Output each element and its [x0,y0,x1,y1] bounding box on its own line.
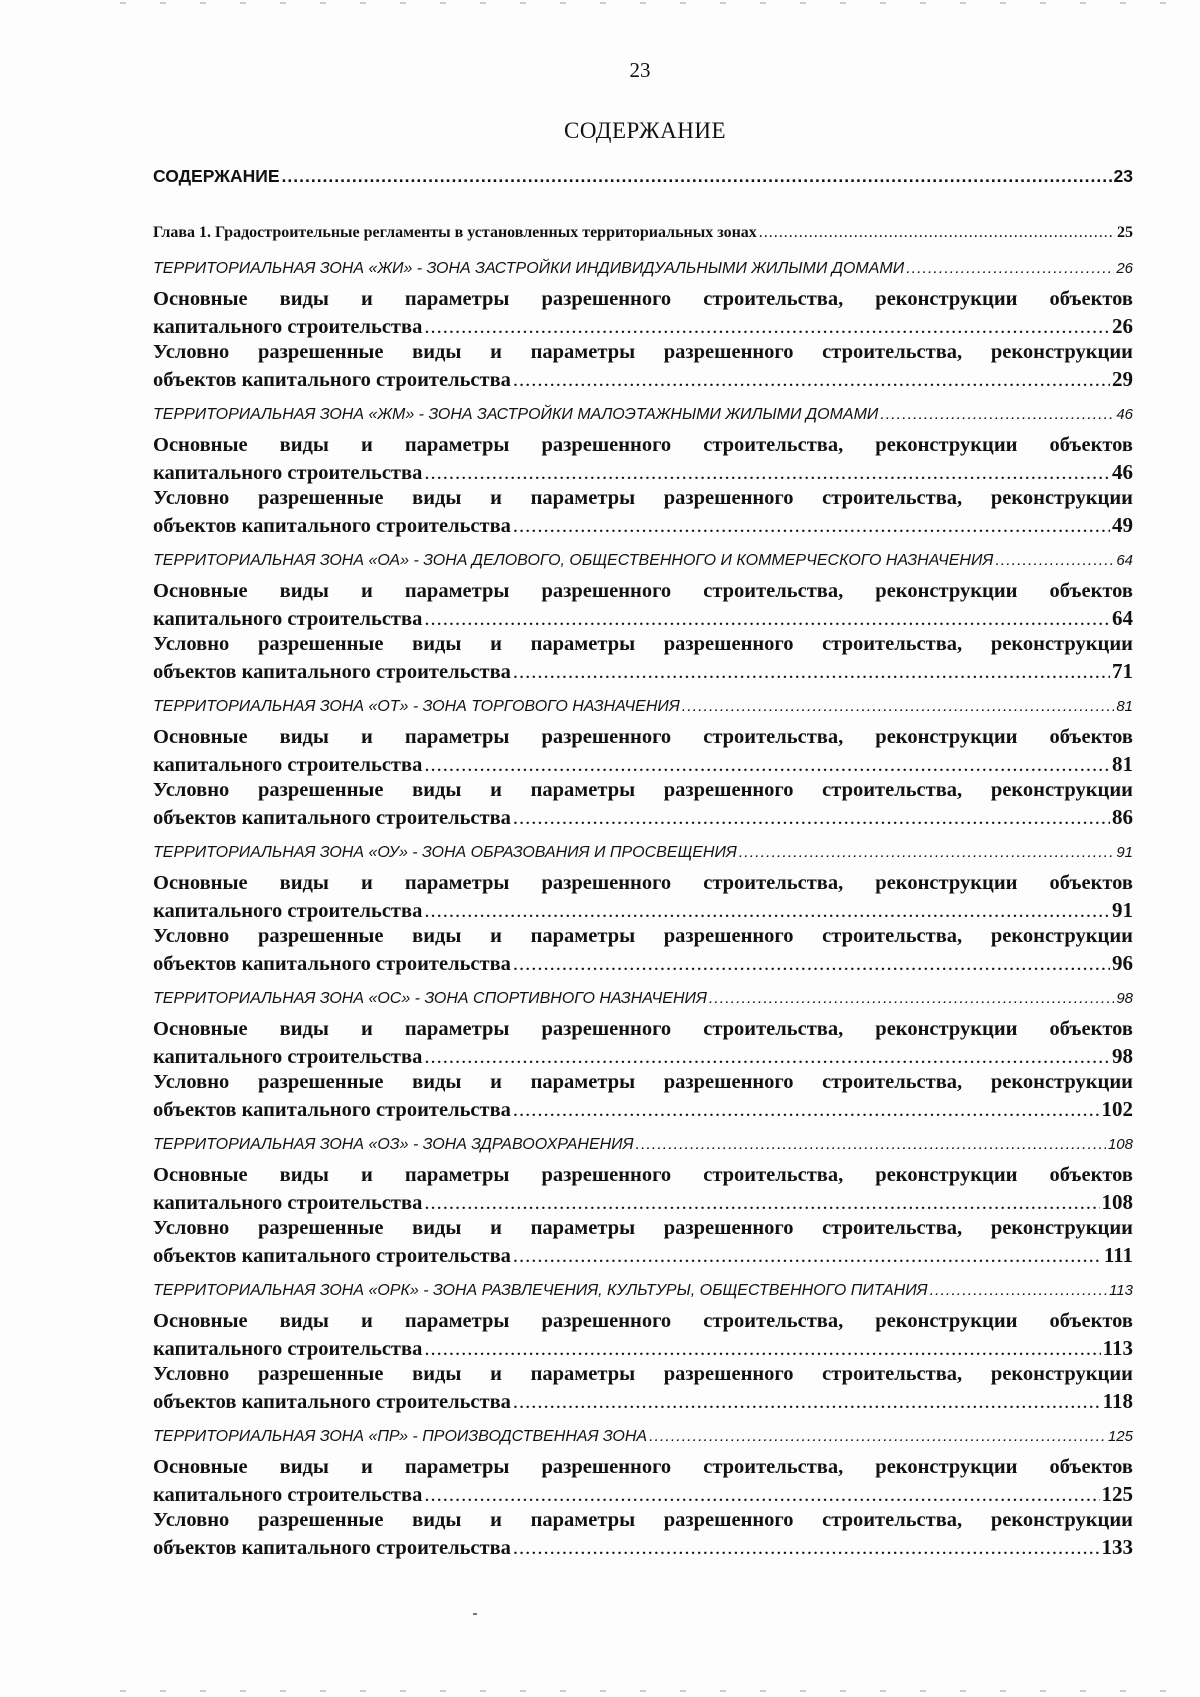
toc-entry-page: 46 [1116,406,1133,423]
toc-zone-section [153,552,1133,684]
entry-text-line: объектов капитального строительства [153,1537,511,1559]
entry-text-line: капитального строительства [153,608,423,630]
entry-text-line: Основные виды и параметры разрешенного строительства, реконструкции объектов [153,1018,1133,1040]
entry-text-line: объектов капитального строительства [153,953,511,975]
toc-entry-page: 98 [1116,990,1133,1007]
page-number: 23 [629,58,651,82]
entry-text-line: Условно разрешенные виды и параметры разрешенного строительства, реконструкции [153,1509,1133,1531]
dot-leader [709,990,1114,1008]
dot-leader [424,1190,1099,1216]
entry-leader-line [153,366,1133,392]
dot-leader [424,314,1110,340]
dot-leader [995,552,1114,570]
entry-text-line: объектов капитального строительства [153,1391,511,1413]
entry-text-line: капитального строительства [153,462,423,484]
toc-entry-main-uses[interactable] [153,286,1133,339]
toc-entry-page: 26 [1112,314,1133,338]
toc-entry-page: 46 [1112,460,1133,484]
toc-entry-page: 91 [1116,844,1133,861]
toc-entry-page: 125 [1101,1482,1133,1506]
dot-leader [739,844,1115,862]
toc-entry-conditional-uses[interactable] [153,777,1133,830]
toc-entry-page: 111 [1103,1243,1133,1267]
toc-entry-main-uses[interactable] [153,724,1133,777]
entry-text-line: Основные виды и параметры разрешенного строительства, реконструкции объектов [153,434,1133,456]
toc-entry-page: 71 [1112,659,1133,683]
entry-leader-line [153,897,1133,923]
scan-speck [473,1613,477,1615]
toc-entry-page: 49 [1112,513,1133,537]
entry-leader-line [153,1189,1133,1215]
entry-leader-line [153,1481,1133,1507]
toc-entry-zone[interactable] [153,1428,1133,1454]
toc-entry-page: 96 [1112,951,1133,975]
dot-leader [513,367,1110,393]
toc-zone-section [153,406,1133,538]
dot-leader [759,224,1115,242]
toc-entry-main-uses[interactable] [153,870,1133,923]
toc-entry-page: 98 [1112,1044,1133,1068]
toc-entry-page: 64 [1116,552,1133,569]
entry-text-line: капитального строительства [153,900,423,922]
dot-leader [424,1336,1100,1362]
zone-title: ТЕРРИТОРИАЛЬНАЯ ЗОНА «ОА» - ЗОНА ДЕЛОВОГО, ОБЩЕСТВЕННОГО И КОММЕРЧЕСКОГО НАЗНАЧЕНИЯ [153,552,994,569]
entry-text-line: Основные виды и параметры разрешенного строительства, реконструкции объектов [153,288,1133,310]
entry-leader-line [153,1043,1133,1069]
toc-entry-page: 133 [1101,1535,1133,1559]
entry-text-line: объектов капитального строительства [153,1099,511,1121]
entry-text-line: Основные виды и параметры разрешенного строительства, реконструкции объектов [153,1164,1133,1186]
toc-entry-main-uses[interactable] [153,1454,1133,1507]
entry-text-line: Условно разрешенные виды и параметры разрешенного строительства, реконструкции [153,1217,1133,1239]
toc-entry-zone[interactable] [153,1282,1133,1308]
toc-entry-contents[interactable] [153,166,1133,194]
toc-entry-page: 102 [1101,1097,1133,1121]
entry-text-line: Условно разрешенные виды и параметры разрешенного строительства, реконструкции [153,1363,1133,1385]
toc-entry-page: 108 [1101,1190,1133,1214]
entry-leader-line [153,804,1133,830]
entry-text-line: Основные виды и параметры разрешенного строительства, реконструкции объектов [153,872,1133,894]
zone-list [153,260,1133,1560]
entry-leader-line [153,313,1133,339]
toc-entry-main-uses[interactable] [153,1308,1133,1361]
toc-entry-page: 86 [1112,805,1133,829]
toc-zone-section [153,698,1133,830]
dot-leader [513,805,1110,831]
dot-leader [513,1389,1101,1415]
toc-entry-page: 118 [1102,1389,1133,1413]
toc-entry-conditional-uses[interactable] [153,1507,1133,1560]
entry-leader-line [153,459,1133,485]
toc-entry-page: 113 [1102,1336,1133,1360]
entry-text-line: объектов капитального строительства [153,369,511,391]
entry-text-line: Условно разрешенные виды и параметры разрешенного строительства, реконструкции [153,779,1133,801]
toc-entry-page: 81 [1112,752,1133,776]
toc-entry-page: 81 [1116,698,1133,715]
toc-zone-section [153,260,1133,392]
toc-entry-page: 29 [1112,367,1133,391]
dot-leader [424,752,1110,778]
entry-text-line: Основные виды и параметры разрешенного строительства, реконструкции объектов [153,1310,1133,1332]
toc-entry-page: 108 [1107,1136,1133,1153]
entry-leader-line [153,751,1133,777]
entry-text-line: Условно разрешенные виды и параметры разрешенного строительства, реконструкции [153,341,1133,363]
zone-title: ТЕРРИТОРИАЛЬНАЯ ЗОНА «ЖМ» - ЗОНА ЗАСТРОЙКИ МАЛОЭТАЖНЫМИ ЖИЛЫМИ ДОМАМИ [153,406,879,423]
toc-entry-conditional-uses[interactable] [153,1361,1133,1414]
toc-entry-page: 91 [1112,898,1133,922]
dot-leader [513,951,1110,977]
entry-leader-line [153,1534,1133,1560]
toc-entry-page: 113 [1109,1282,1133,1299]
zone-title: ТЕРРИТОРИАЛЬНАЯ ЗОНА «ОТ» - ЗОНА ТОРГОВОГО НАЗНАЧЕНИЯ [153,698,680,715]
entry-text-line: Основные виды и параметры разрешенного строительства, реконструкции объектов [153,580,1133,602]
toc-entry-page: 25 [1117,224,1133,241]
entry-text-line: Условно разрешенные виды и параметры разрешенного строительства, реконструкции [153,925,1133,947]
dot-leader [513,513,1110,539]
toc-entry-zone[interactable] [153,844,1133,870]
scan-edge-bottom [120,1690,1200,1692]
dot-leader [513,659,1110,685]
dot-leader [649,1428,1106,1446]
entry-leader-line [153,658,1133,684]
zone-title: ТЕРРИТОРИАЛЬНАЯ ЗОНА «ОС» - ЗОНА СПОРТИВНОГО НАЗНАЧЕНИЯ [153,990,707,1007]
dot-leader [282,166,1112,187]
toc-entry-conditional-uses[interactable] [153,1215,1133,1268]
zone-title: ТЕРРИТОРИАЛЬНАЯ ЗОНА «ПР» - ПРОИЗВОДСТВЕННАЯ ЗОНА [153,1428,648,1445]
toc-entry-label: Глава 1. Градостроительные регламенты в установленных территориальных зонах [153,224,757,241]
toc-entry-page: 64 [1112,606,1133,630]
toc-zone-section [153,1282,1133,1414]
dot-leader [513,1243,1102,1269]
toc-entry-zone[interactable] [153,260,1133,286]
entry-leader-line [153,1096,1133,1122]
toc-entry-label: СОДЕРЖАНИЕ [153,166,280,186]
toc-entry-main-uses[interactable] [153,432,1133,485]
entry-text-line: объектов капитального строительства [153,515,511,537]
zone-title: ТЕРРИТОРИАЛЬНАЯ ЗОНА «ОУ» - ЗОНА ОБРАЗОВАНИЯ И ПРОСВЕЩЕНИЯ [153,844,737,861]
entry-text-line: капитального строительства [153,1192,423,1214]
entry-text-line: капитального строительства [153,1046,423,1068]
entry-leader-line [153,1388,1133,1414]
entry-text-line: объектов капитального строительства [153,807,511,829]
zone-title: ТЕРРИТОРИАЛЬНАЯ ЗОНА «ОРК» - ЗОНА РАЗВЛЕЧЕНИЯ, КУЛЬТУРЫ, ОБЩЕСТВЕННОГО ПИТАНИЯ [153,1282,928,1299]
page-title: СОДЕРЖАНИЕ [563,118,726,143]
entry-text-line: Условно разрешенные виды и параметры разрешенного строительства, реконструкции [153,487,1133,509]
toc-zone-section [153,990,1133,1122]
dot-leader [424,606,1110,632]
toc-entry-page: 26 [1116,260,1133,277]
entry-text-line: капитального строительства [153,1338,423,1360]
toc-entry-conditional-uses[interactable] [153,1069,1133,1122]
dot-leader [880,406,1114,424]
toc-entry-page: 125 [1107,1428,1133,1445]
entry-leader-line [153,1335,1133,1361]
zone-title: ТЕРРИТОРИАЛЬНАЯ ЗОНА «ЖИ» - ЗОНА ЗАСТРОЙКИ ИНДИВИДУАЛЬНЫМИ ЖИЛЫМИ ДОМАМИ [153,260,905,277]
entry-leader-line [153,605,1133,631]
dot-leader [930,1282,1108,1300]
toc-zone-section [153,1136,1133,1268]
entry-text-line: объектов капитального строительства [153,1245,511,1267]
toc-entry-zone[interactable] [153,406,1133,432]
toc-zone-section [153,844,1133,976]
toc-zone-section [153,1428,1133,1560]
toc-entry-conditional-uses[interactable] [153,485,1133,538]
toc-entry-conditional-uses[interactable] [153,923,1133,976]
dot-leader [906,260,1114,278]
toc-entry-zone[interactable] [153,990,1133,1016]
entry-text-line: Условно разрешенные виды и параметры разрешенного строительства, реконструкции [153,633,1133,655]
entry-leader-line [153,950,1133,976]
toc-entry-zone[interactable] [153,1136,1133,1162]
dot-leader [636,1136,1106,1154]
entry-text-line: капитального строительства [153,316,423,338]
toc-entry-chapter-1[interactable] [153,224,1133,250]
dot-leader [682,698,1115,716]
dot-leader [513,1535,1100,1561]
entry-leader-line [153,1242,1133,1268]
zone-title: ТЕРРИТОРИАЛЬНАЯ ЗОНА «ОЗ» - ЗОНА ЗДРАВООХРАНЕНИЯ [153,1136,634,1153]
toc-entry-conditional-uses[interactable] [153,339,1133,392]
table-of-contents [153,166,1133,1560]
dot-leader [424,898,1110,924]
toc-entry-main-uses[interactable] [153,578,1133,631]
entry-text-line: Основные виды и параметры разрешенного строительства, реконструкции объектов [153,1456,1133,1478]
toc-entry-conditional-uses[interactable] [153,631,1133,684]
dot-leader [424,460,1110,486]
toc-entry-zone[interactable] [153,552,1133,578]
entry-text-line: капитального строительства [153,754,423,776]
entry-leader-line [153,512,1133,538]
entry-text-line: Условно разрешенные виды и параметры разрешенного строительства, реконструкции [153,1071,1133,1093]
entry-text-line: капитального строительства [153,1484,423,1506]
dot-leader [513,1097,1100,1123]
toc-entry-page: 23 [1113,166,1133,186]
dot-leader [424,1482,1099,1508]
entry-text-line: Основные виды и параметры разрешенного строительства, реконструкции объектов [153,726,1133,748]
scan-edge-top [120,2,1200,4]
toc-entry-main-uses[interactable] [153,1162,1133,1215]
toc-entry-main-uses[interactable] [153,1016,1133,1069]
dot-leader [424,1044,1110,1070]
toc-entry-zone[interactable] [153,698,1133,724]
entry-text-line: объектов капитального строительства [153,661,511,683]
